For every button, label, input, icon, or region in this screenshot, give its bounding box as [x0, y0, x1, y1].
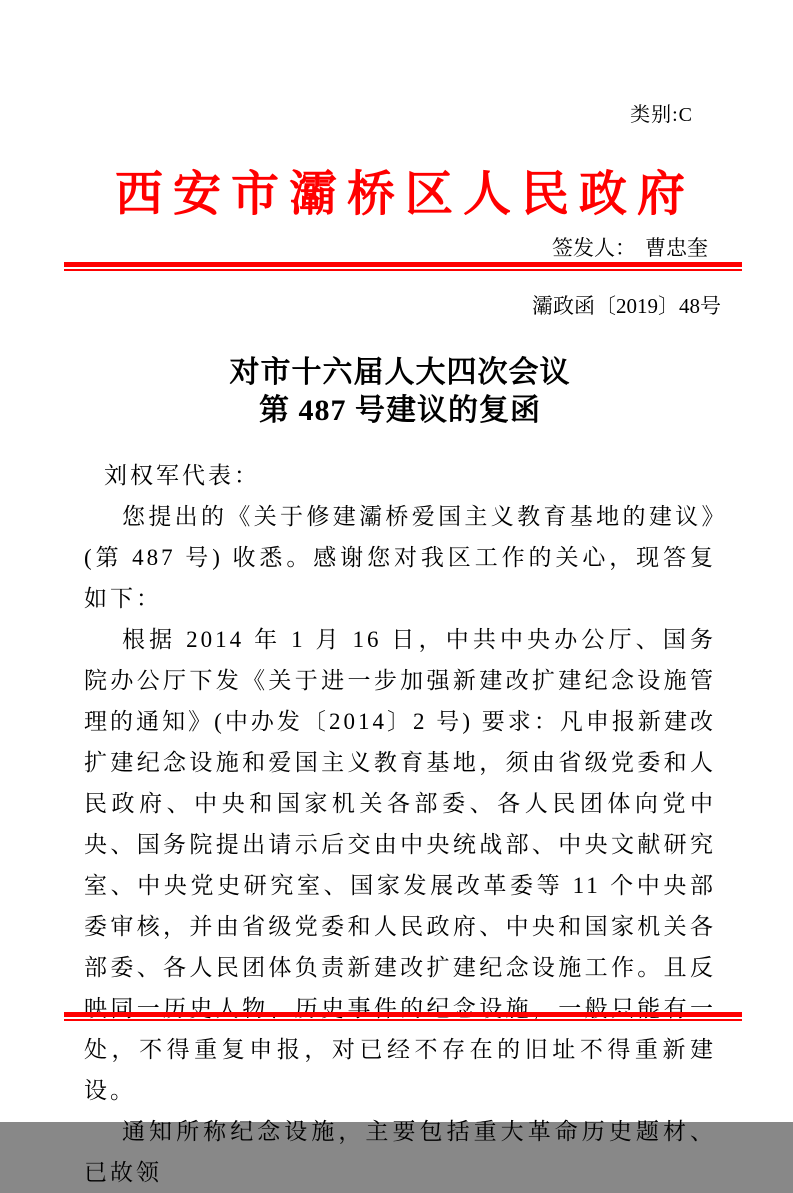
paragraph-1: 您提出的《关于修建灞桥爱国主义教育基地的建议》(第 487 号) 收悉。感谢您对我区工作的关心，现答复如下：	[84, 504, 716, 611]
doc-title	[84, 354, 716, 430]
org-title: 西安市灞桥区人民政府	[114, 168, 695, 221]
paragraph-3: 通知所称纪念设施，主要包括重大革命历史题材、已故领	[84, 1119, 716, 1185]
issuer-name: 曹忠奎	[645, 236, 708, 260]
salutation: 刘权军代表：	[104, 463, 260, 488]
issuer-line	[84, 236, 716, 260]
footer-divider-line	[64, 1012, 742, 1021]
paragraph-2: 根据 2014 年 1 月 16 日，中共中央办公厅、国务院办公厅下发《关于进一步加强新建改扩建纪念设施管理的通知》(中办发〔2014〕2 号) 要求：凡申报新建改扩建纪念设施和爱国主义教育基地，须由省级党委和人民政府、中央和国家机关各部委、各人民团体向党中央、国务院提出请示后交由中央统战部、中央文献研究室、中央党史研究室、国家发展改革委等 11 个中央部委审核，并由省级党委和人民政府、中央和国家机关各部委、各人民团体负责新建改扩建纪念设施工作。且反映同一历史人物、历史事件的纪念设施，一般只能有一处，不得重复申报，对已经不存在的旧址不得重新建设。	[84, 627, 716, 1103]
doc-title-line-1: 对市十六届人大四次会议	[229, 356, 571, 389]
category-label: 类别:C	[630, 104, 693, 126]
issuer-label: 签发人：	[552, 236, 636, 260]
doc-number: 灞政函〔2019〕48号	[532, 294, 721, 318]
letter-body	[84, 455, 716, 1193]
header-divider-line	[64, 262, 742, 271]
doc-title-line-2: 第 487 号建议的复函	[259, 394, 541, 427]
